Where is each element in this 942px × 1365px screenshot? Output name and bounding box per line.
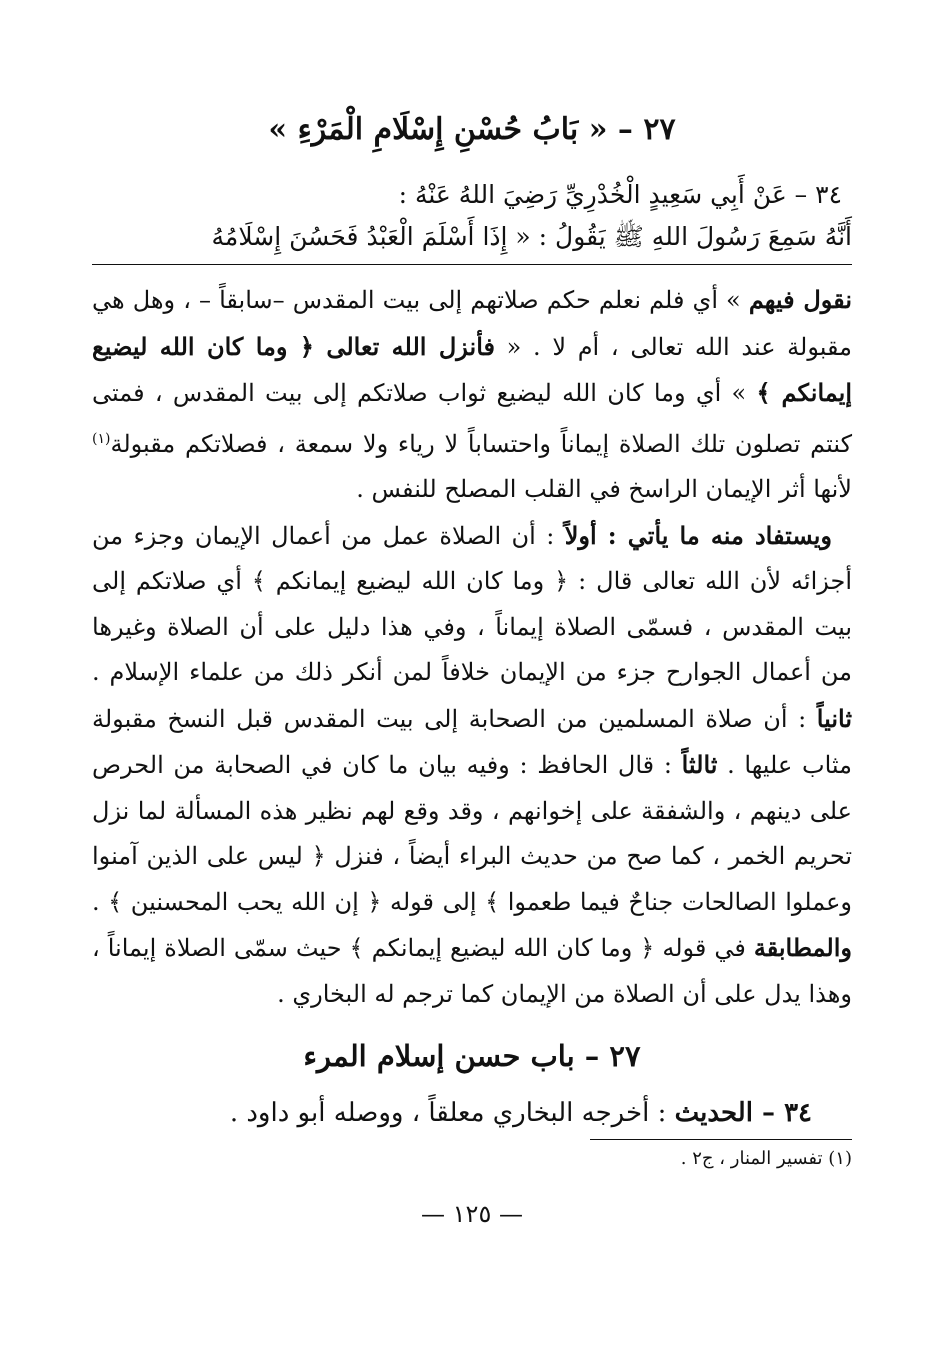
hadith-source-note	[92, 1089, 852, 1137]
footnote-divider	[590, 1139, 852, 1140]
bold-phrase: ثالثاً	[681, 750, 718, 779]
text-run: » أي وما كان الله ليضيع ثواب صلاتكم إلى بيت المقدس ، فمتى كنتم تصلون تلك الصلاة إيماناً واحتساباً لا رياء ولا سمعة ، فصلاتكم مقبولة	[92, 379, 852, 458]
bold-phrase: ويستفاد منه ما يأتي : أولاً	[564, 520, 833, 550]
notes-section-title: ٢٧ – باب حسن إسلام المرء	[303, 1039, 641, 1073]
hadith-text	[92, 174, 852, 265]
bold-phrase: ثانياً	[816, 703, 852, 733]
bold-phrase: والمطابقة	[753, 933, 852, 962]
commentary-paragraph-1	[92, 277, 852, 513]
commentary-paragraph-2	[92, 513, 852, 1018]
text-run: : أن الصلاة عمل من أعمال الإيمان وجزء من أجزائه لأن الله تعالى قال : ﴿ وما كان الله ليضيع إيمانكم ﴾ أي صلاتكم إلى بيت المقدس ، فسمّى الصلاة إيماناً ، وفي هذا دليل على أن الصلاة وغيرها من أعمال الجوارح جزء من الإيمان خلافاً لمن أنكر ذلك من علماء الإسلام .	[92, 521, 852, 686]
bold-quran-phrase: فأنزل الله تعالى ﴿ وما كان الله ليضيع إيمانكم ﴾	[92, 331, 852, 407]
text-run: : أن صلاة المسلمين من الصحابة إلى بيت المقدس قبل النسخ مقبولة مثاب عليها .	[92, 704, 852, 779]
text-run: لأنها أثر الإيمان الراسخ في القلب المصلح للنفس .	[356, 475, 852, 503]
bold-phrase: ٣٤ – الحديث	[674, 1098, 812, 1128]
text-run: : قال الحافظ : وفيه بيان ما كان في الصحابة من الحرص على دينهم ، والشفقة على إخوانهم ، وقد وقع لهم نظير هذه المسألة لما نزل تحريم الخمر ، كما صح من حديث البراء أيضاً ، فنزل ﴿ ليس على الذين آمنوا وعملوا الصالحات جناحٌ فيما طعموا ﴾ إلى قوله ﴿ إن الله يحب المحسنين ﴾ .	[92, 751, 852, 916]
text-run: في قوله ﴿ وما كان الله ليضيع إيمانكم ﴾ حيث سمّى الصلاة إيماناً ، وهذا يدل على أن الصلاة من الإيمان كما ترجم له البخاري .	[92, 934, 852, 1008]
book-page	[92, 92, 852, 1352]
hadith-line-2: أَنَّهُ سَمِعَ رَسُولَ اللهِ ﷺ يَقُولُ : « إِذَا أَسْلَمَ الْعَبْدُ فَحَسُنَ إِسْلَامُهُ	[211, 222, 852, 251]
text-run: : أخرجه البخاري معلقاً ، ووصله أبو داود .	[229, 1098, 675, 1128]
footnote-reference: (١)	[92, 430, 111, 447]
bold-phrase: نقول فيهم	[748, 285, 853, 314]
hadith-line-1: ٣٤ – عَنْ أَبِي سَعِيدٍ الْخُدْرِيِّ رَضِيَ اللهُ عَنْهُ :	[398, 180, 842, 209]
text-run: » أي فلم نعلم حكم صلاتهم إلى بيت المقدس –سابقاً – ، وهل هي مقبولة عند الله تعالى ، أم لا . «	[92, 286, 853, 361]
footnote: (١) تفسير المنار ، ج٢ .	[680, 1148, 852, 1169]
page-number: — ١٢٥ —	[421, 1200, 523, 1228]
chapter-title: ٢٧ – « بَابُ حُسْنِ إِسْلَامِ الْمَرْءِ »	[268, 112, 676, 147]
